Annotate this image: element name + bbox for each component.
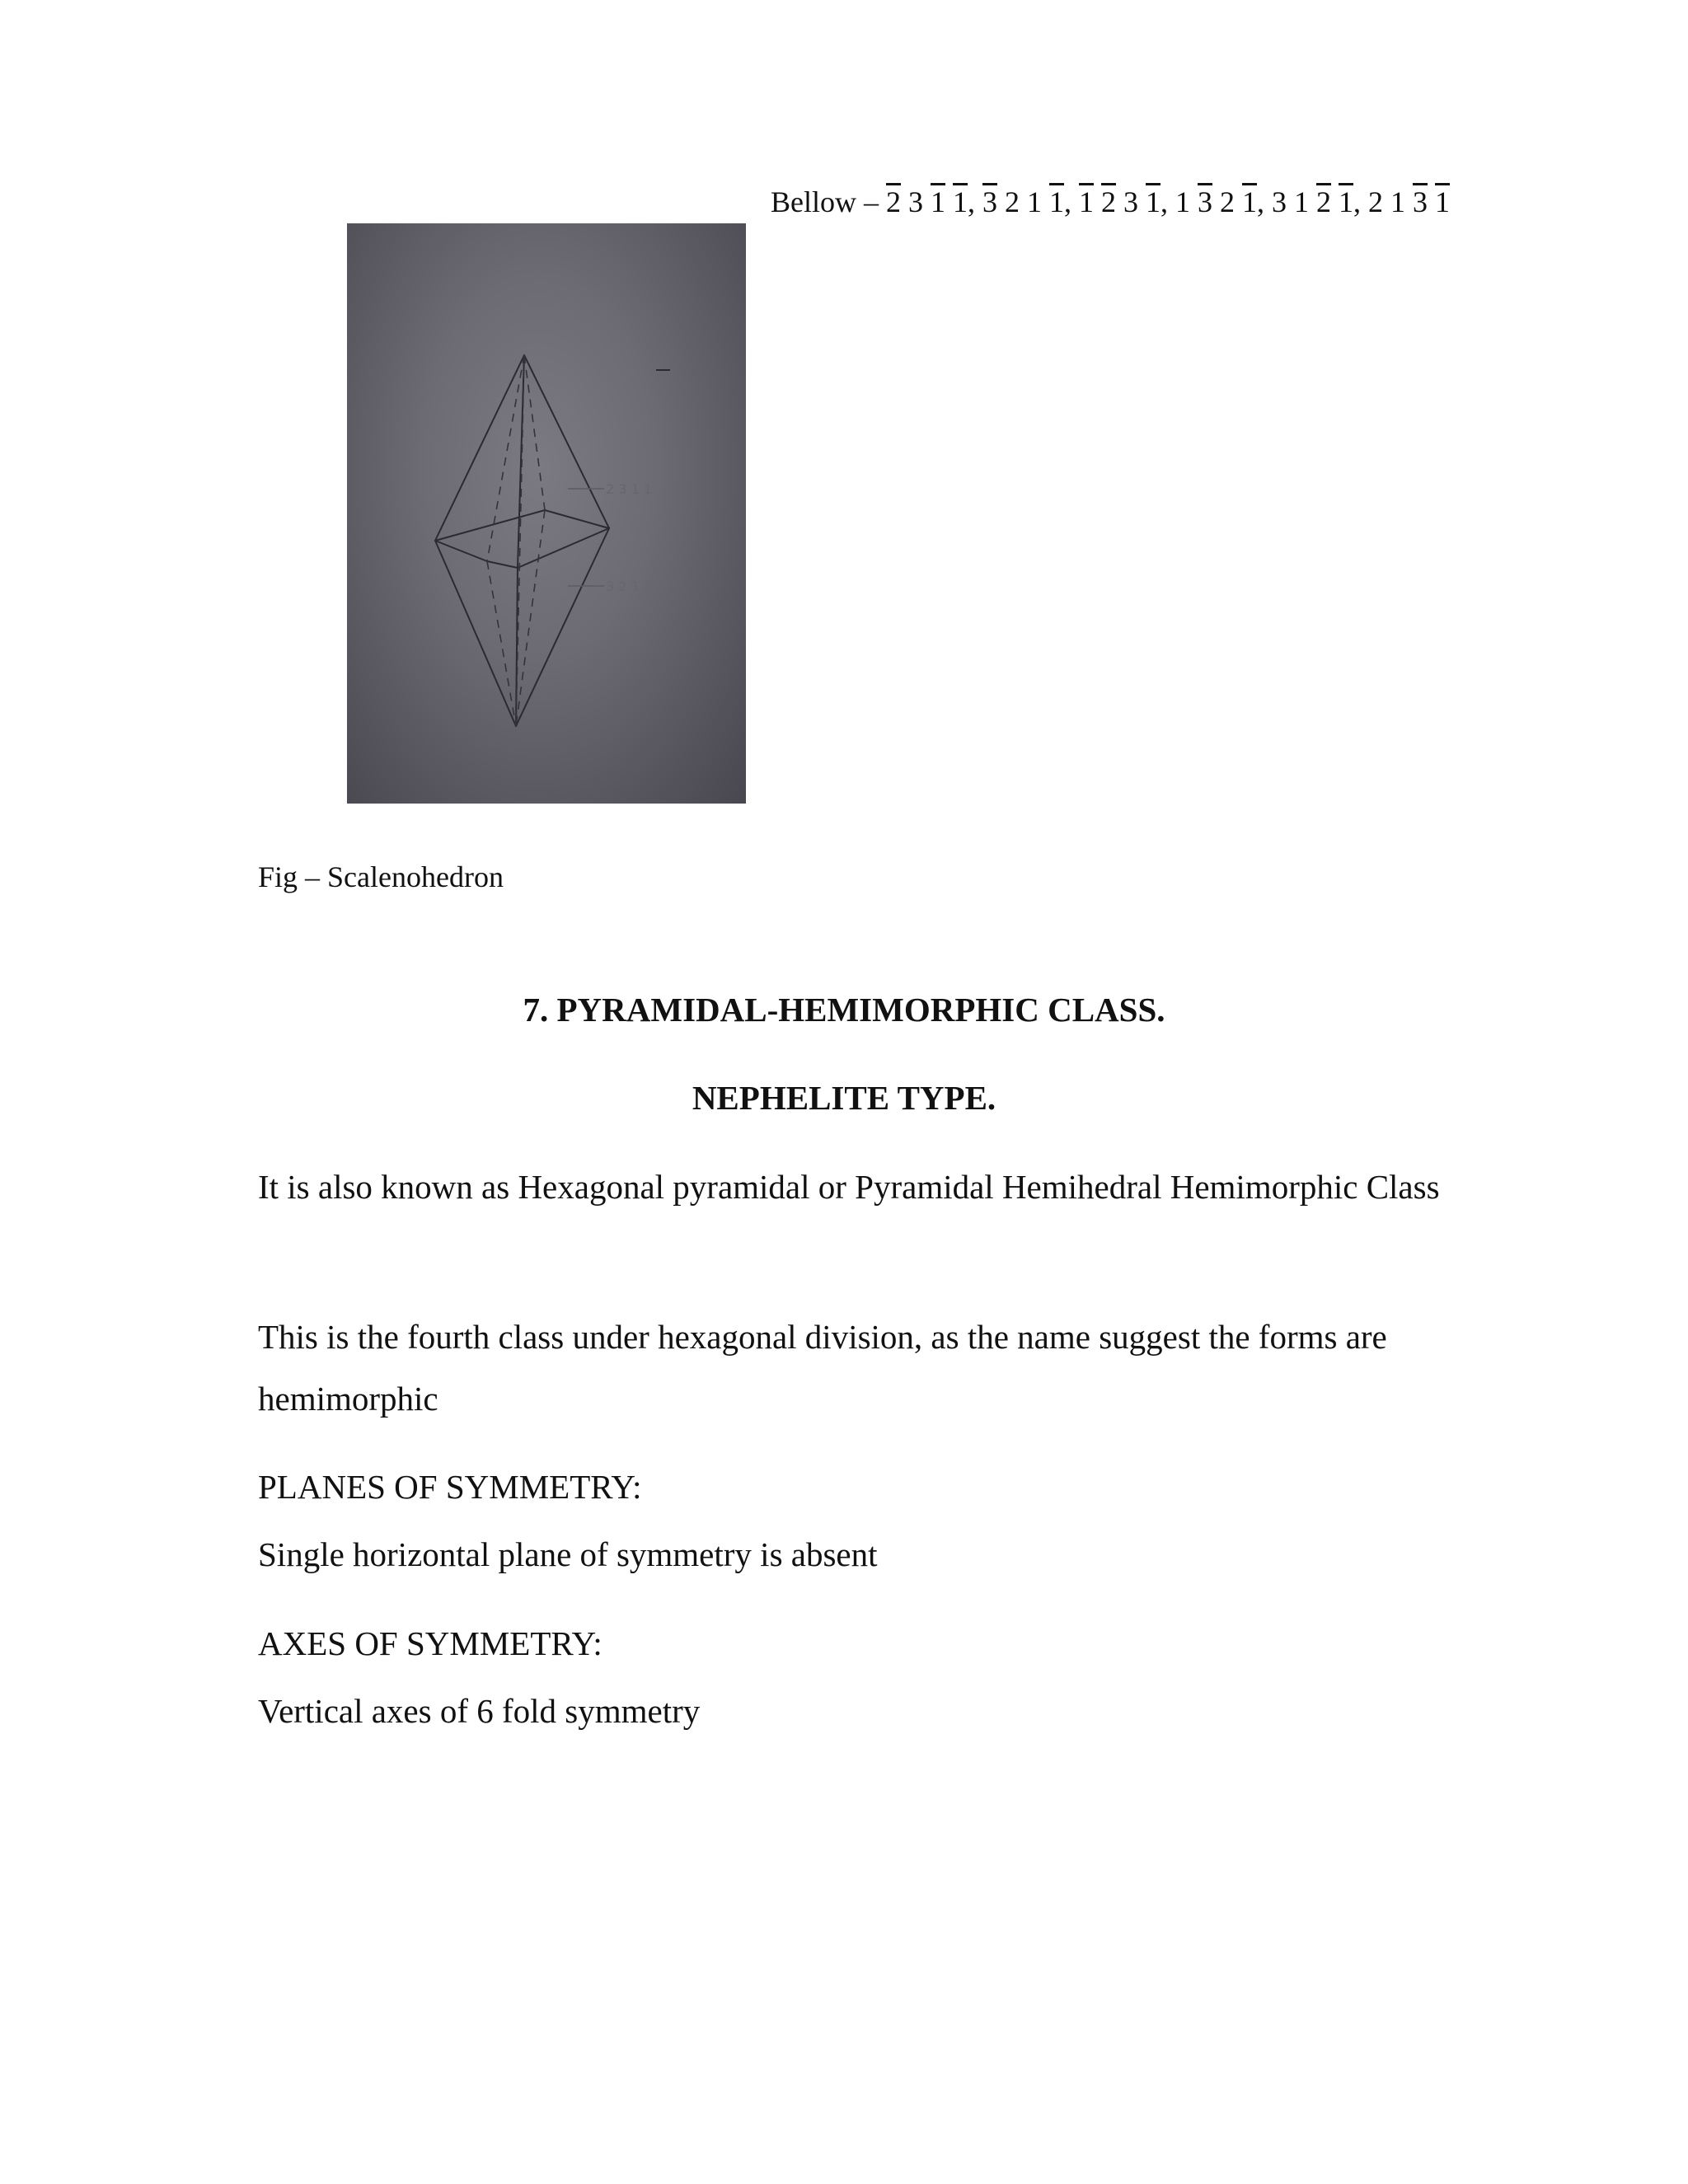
section-subtitle: NEPHELITE TYPE. [692,1079,996,1117]
miller-index [1272,185,1353,218]
index-digit: 1 [1175,185,1190,218]
index-digit: 1 [953,185,968,218]
index-digit: 3 [1123,185,1138,218]
index-digit: 1 [1435,185,1450,218]
miller-indices-list: 2 3 1 1, 3 2 1 1, 1 2 3 1, 1 3 2 1, 3 1 2 1, 2 1 3 1 [886,185,1450,218]
index-digit: 1 [1339,185,1353,218]
miller-index [1175,185,1257,218]
scalenohedron-photo [347,223,746,804]
axes-heading: AXES OF SYMMETRY: [258,1624,603,1662]
index-digit: 3 [908,185,923,218]
index-digit: 1 [1390,185,1405,218]
figure-label-lower: 3 2 1 1 [606,579,652,594]
index-digit: 2 [1101,185,1116,218]
bellow-indices-line [771,180,1450,224]
index-digit: 1 [931,185,945,218]
miller-index [1079,185,1160,218]
miller-index [886,185,968,218]
index-digit: 1 [1027,185,1042,218]
section-title: 7. PYRAMIDAL-HEMIMORPHIC CLASS. [523,991,1165,1029]
index-digit: 2 [1220,185,1235,218]
index-digit: 1 [1294,185,1309,218]
index-digit: 3 [1413,185,1428,218]
miller-index [982,185,1064,218]
index-digit: 2 [1368,185,1383,218]
figure-label-upper: 2 3 1 1 [606,481,652,497]
bellow-prefix: Bellow – [771,185,886,218]
index-digit: 3 [1272,185,1287,218]
index-digit: 2 [1005,185,1020,218]
miller-index [1368,185,1450,218]
axes-text: Vertical axes of 6 fold symmetry [258,1692,701,1730]
index-digit: 3 [982,185,997,218]
index-digit: 2 [1316,185,1331,218]
index-digit: 2 [886,185,901,218]
figure-caption: Fig – Scalenohedron [258,860,504,893]
index-digit: 1 [1079,185,1094,218]
index-digit: 3 [1198,185,1212,218]
planes-text: Single horizontal plane of symmetry is absent [258,1535,878,1573]
index-digit: 1 [1146,185,1160,218]
scalenohedron-drawing [347,223,746,804]
planes-heading: PLANES OF SYMMETRY: [258,1468,642,1506]
intro-paragraph: It is also known as Hexagonal pyramidal or Pyramidal Hemihedral Hemimorphic Class [258,1168,1440,1206]
index-digit: 1 [1242,185,1257,218]
index-digit: 1 [1049,185,1064,218]
fourth-class-paragraph: This is the fourth class under hexagonal division, as the name suggest the forms are hemimorphic [258,1318,1387,1418]
